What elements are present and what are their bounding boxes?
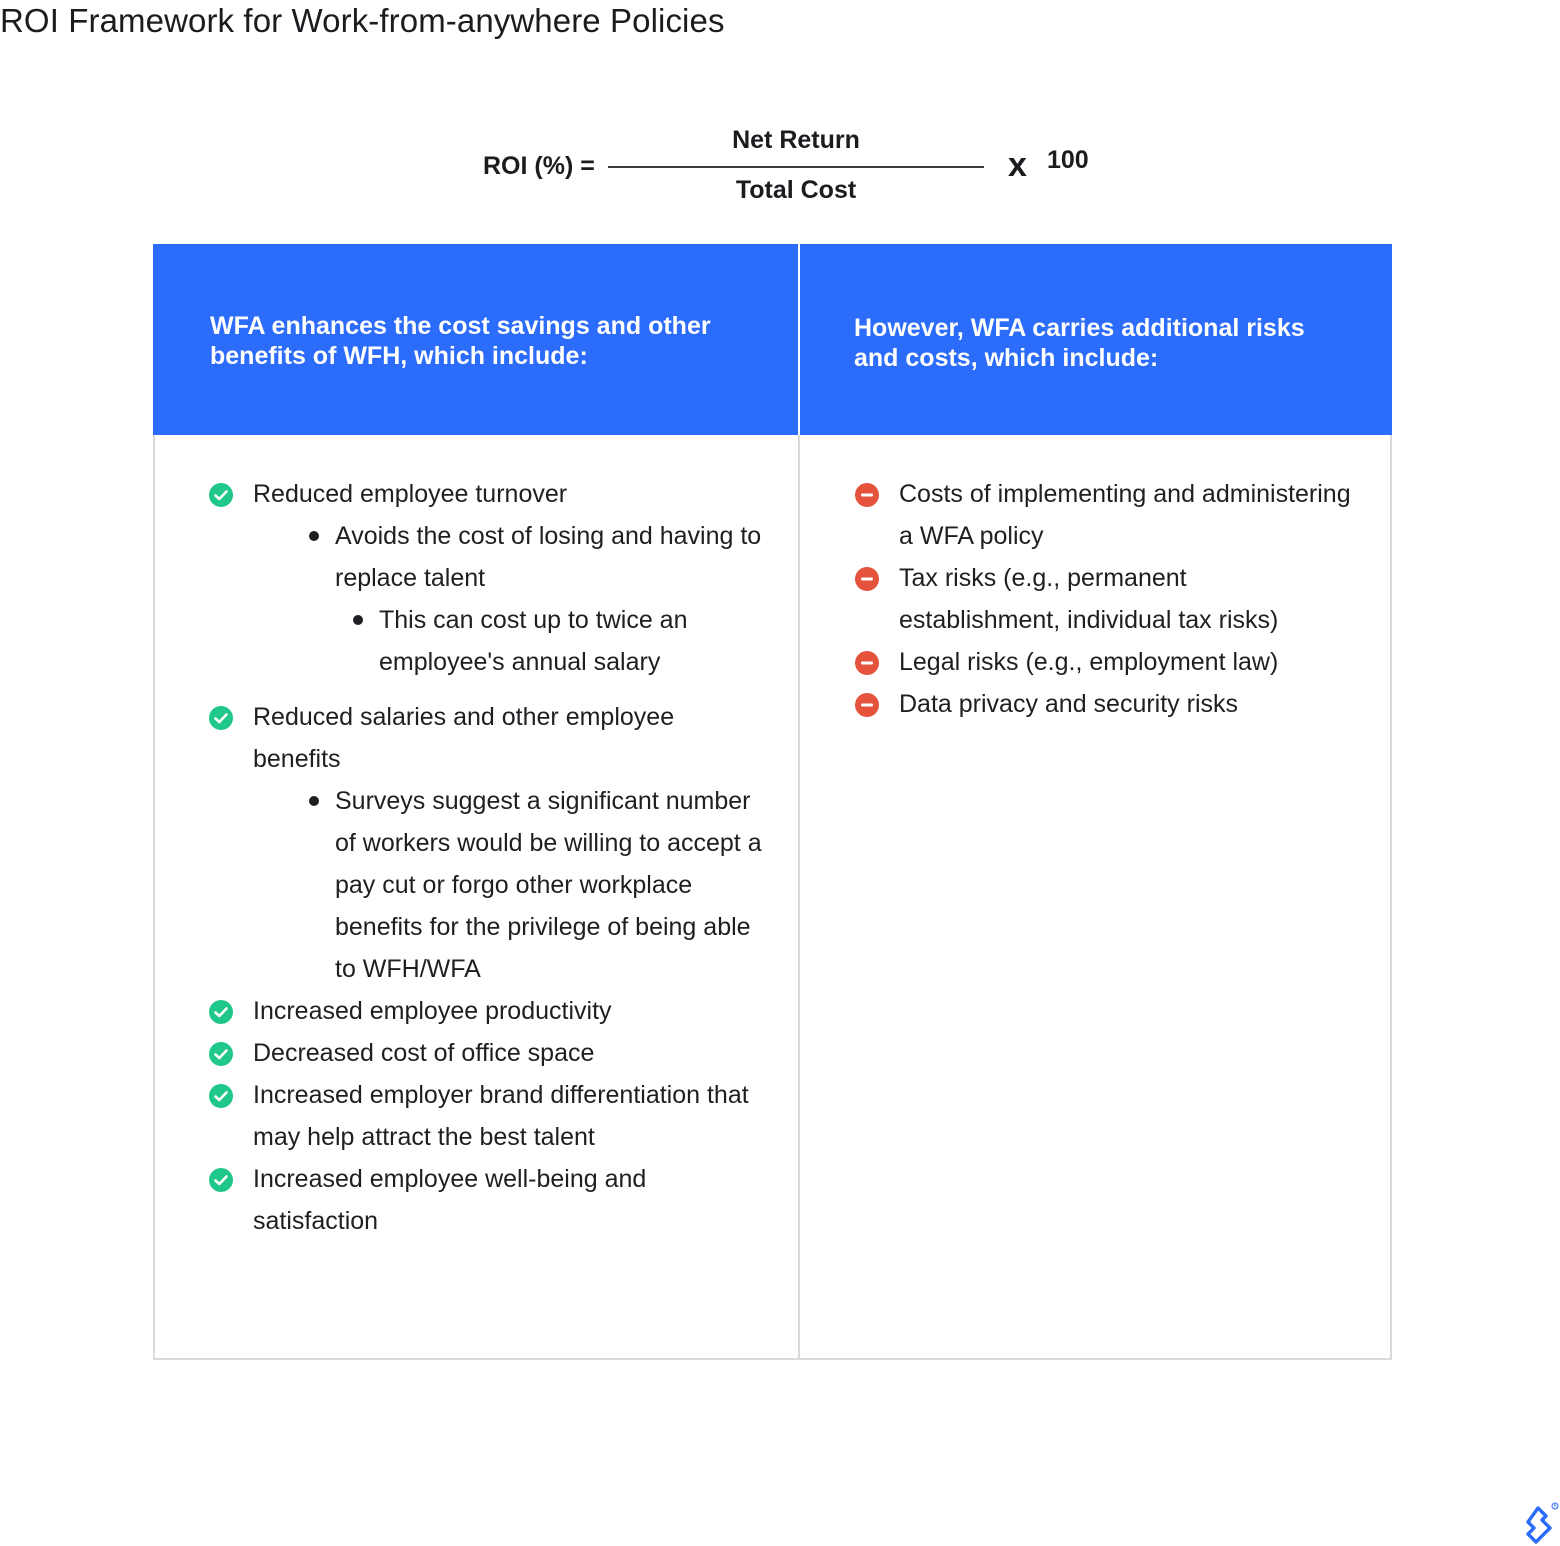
header-benefits: WFA enhances the cost savings and other benefits of WFH, which include: [210,312,711,370]
list-item [207,990,767,1032]
list-item [207,1158,767,1242]
minus-circle-icon [855,483,879,507]
check-circle-icon [209,1084,233,1108]
sub-list [253,515,767,683]
minus-circle-icon [855,567,879,591]
list-item [853,683,1353,725]
list-item [207,1074,767,1158]
table-header [153,244,1392,435]
item-text: Data privacy and security risks [899,690,1239,718]
item-text: Legal risks (e.g., employment law) [899,648,1279,676]
bullet-icon [309,796,319,806]
header-risks: However, WFA carries additional risks and costs, which include: [854,314,1305,372]
item-text: Costs of implementing and administering a WFA policy [899,480,1351,550]
toptal-logo-icon [1522,1500,1560,1546]
formula-denominator: Total Cost [735,176,857,204]
item-text: Reduced employee turnover [253,480,568,508]
benefits-list [207,473,767,1242]
svg-text:R: R [1553,1504,1557,1510]
sub-list-item [335,780,767,990]
list-item [853,473,1353,557]
check-circle-icon [209,1168,233,1192]
risks-list [853,473,1353,725]
item-text: Increased employee productivity [253,997,612,1025]
sub-list-item [335,515,767,683]
formula-label: ROI (%) = [483,152,595,180]
list-item [853,557,1353,641]
item-text: Tax risks (e.g., permanent establishment, individual tax risks) [899,564,1279,634]
bullet-icon [309,531,319,541]
sub-sub-list [335,599,767,683]
item-text: Increased employee well-being and satisfaction [253,1165,647,1235]
page-title: ROI Framework for Work-from-anywhere Policies [0,2,725,39]
list-item [207,696,767,990]
item-text: Decreased cost of office space [253,1039,595,1067]
fraction-line [608,166,984,168]
item-text: Increased employer brand differentiation that may help attract the best talent [253,1081,749,1151]
sub-list [253,780,767,990]
framework-table [153,244,1392,1360]
list-item [207,1032,767,1074]
minus-circle-icon [855,693,879,717]
list-item [207,473,767,683]
item-text: Reduced salaries and other employee benefits [253,703,675,773]
sub-sub-list-item [379,599,767,683]
sub-sub-item-text: This can cost up to twice an employee's annual salary [379,606,688,676]
formula-multiplier: 100 [1047,146,1089,174]
check-circle-icon [209,1000,233,1024]
minus-circle-icon [855,651,879,675]
check-circle-icon [209,483,233,507]
multiply-sign: x [1008,146,1027,184]
sub-item-text: Avoids the cost of losing and having to replace talent [335,522,762,592]
column-divider [798,435,800,1360]
formula-numerator: Net Return [732,126,860,154]
bullet-icon [353,615,363,625]
sub-item-text: Surveys suggest a significant number of workers would be willing to accept a pay cut or forgo other workplace benefits for the privilege of being able to WFH/WFA [335,787,762,983]
list-item [853,641,1353,683]
check-circle-icon [209,706,233,730]
check-circle-icon [209,1042,233,1066]
